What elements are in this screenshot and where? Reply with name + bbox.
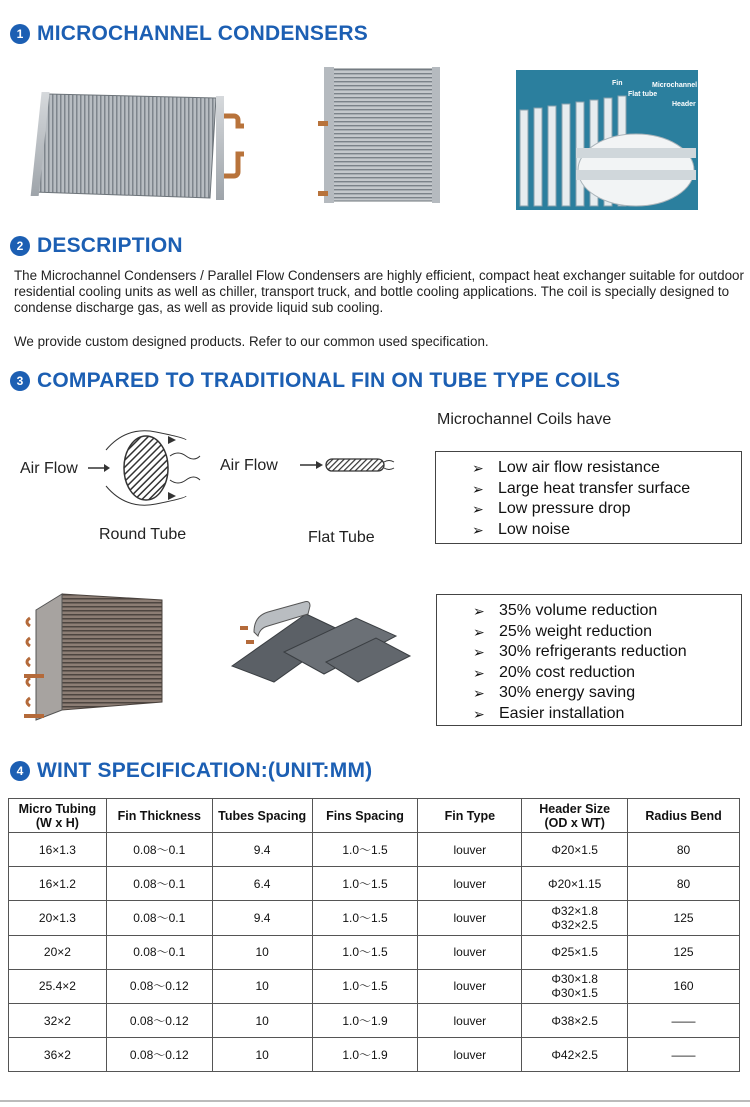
table-cell: louver (418, 1003, 522, 1037)
table-cell: 1.0～1.5 (312, 935, 418, 969)
table-header-cell: Radius Bend (628, 799, 740, 833)
table-cell: 1.0～1.9 (312, 1038, 418, 1072)
microchannel-cutaway-photo (516, 70, 698, 210)
table-cell: 1.0～1.5 (312, 833, 418, 867)
table-cell: 125 (628, 935, 740, 969)
table-cell: 0.08～0.1 (106, 901, 212, 935)
list-item: ➢ Large heat transfer surface (472, 479, 741, 500)
table-cell: 0.08～0.12 (106, 1003, 212, 1037)
list-item: ➢ 20% cost reduction (473, 663, 741, 684)
arrow-bullet-icon: ➢ (473, 685, 485, 701)
table-cell: 0.08～0.12 (106, 969, 212, 1003)
section-title: DESCRIPTION (37, 234, 183, 257)
table-cell: 0.08～0.1 (106, 833, 212, 867)
table-row (9, 901, 740, 935)
table-cell: Φ32×1.8 Φ32×2.5 (522, 901, 628, 935)
list-item: ➢ 35% volume reduction (473, 601, 741, 622)
table-cell: —— (628, 1038, 740, 1072)
microchannel-coils-have-label: Microchannel Coils have (437, 411, 612, 428)
air-flow-label-round: Air Flow (20, 460, 78, 477)
table-cell: louver (418, 833, 522, 867)
table-cell: 0.08～0.1 (106, 935, 212, 969)
section-2-heading (10, 234, 183, 258)
section-number-badge: 3 (10, 371, 30, 391)
table-header-cell: Fins Spacing (312, 799, 418, 833)
list-item: ➢ 30% refrigerants reduction (473, 642, 741, 663)
table-header-cell: Fin Thickness (106, 799, 212, 833)
table-cell: 10 (212, 969, 312, 1003)
table-cell: Φ30×1.8 Φ30×1.5 (522, 969, 628, 1003)
table-cell: —— (628, 1003, 740, 1037)
section-1-heading (10, 22, 368, 46)
table-cell: 9.4 (212, 833, 312, 867)
label-flat-tube: Flat tube (628, 91, 658, 98)
list-item: ➢ Low air flow resistance (472, 458, 741, 479)
table-row (9, 1038, 740, 1072)
table-cell: 160 (628, 969, 740, 1003)
table-row (9, 1003, 740, 1037)
arrow-bullet-icon: ➢ (473, 705, 485, 722)
table-header-row (9, 799, 740, 833)
benefits-box (436, 594, 742, 726)
table-cell: 20×1.3 (9, 901, 107, 935)
bottom-divider (0, 1100, 750, 1102)
section-3-heading (10, 369, 620, 393)
table-cell: Φ25×1.5 (522, 935, 628, 969)
label-microchannel: Microchannel (652, 82, 698, 89)
list-item: ➢ 25% weight reduction (473, 622, 741, 643)
round-tube-diagram (86, 420, 206, 516)
table-row (9, 833, 740, 867)
flat-tube-label: Flat Tube (308, 529, 375, 546)
table-cell: 10 (212, 1038, 312, 1072)
description-paragraph-1: The Microchannel Condensers / Parallel Flow Condensers are highly efficient, compact heat exchanger suitable for outdoor residential cooling units as well as chiller, transport truck, and bottle cooling applications. The coil is specially designed to condense discharge gas, as well as provide liquid sub cooling. (14, 268, 744, 315)
table-cell: louver (418, 901, 522, 935)
table-cell: 16×1.2 (9, 867, 107, 901)
table-cell: 1.0～1.5 (312, 867, 418, 901)
arrow-bullet-icon: ➢ (473, 664, 485, 681)
table-cell: 10 (212, 1003, 312, 1037)
table-header-cell: Micro Tubing (W x H) (9, 799, 107, 833)
table-cell: 10 (212, 935, 312, 969)
table-cell: 36×2 (9, 1038, 107, 1072)
table-cell: 25.4×2 (9, 969, 107, 1003)
table-cell: louver (418, 1038, 522, 1072)
table-header-cell: Tubes Spacing (212, 799, 312, 833)
label-fin: Fin (612, 80, 623, 87)
arrow-bullet-icon: ➢ (472, 501, 484, 517)
section-number-badge: 4 (10, 761, 30, 781)
table-cell: 32×2 (9, 1003, 107, 1037)
table-cell: 1.0～1.5 (312, 969, 418, 1003)
table-cell: 1.0～1.9 (312, 1003, 418, 1037)
arrow-bullet-icon: ➢ (473, 623, 485, 640)
table-cell: Φ20×1.5 (522, 833, 628, 867)
fin-tube-coil-photo (22, 590, 166, 726)
round-tube-label: Round Tube (99, 526, 187, 543)
condenser-photo-2 (316, 65, 444, 205)
table-cell: 16×1.3 (9, 833, 107, 867)
table-cell: Φ20×1.15 (522, 867, 628, 901)
section-number-badge: 2 (10, 236, 30, 256)
list-item: ➢ Low pressure drop (472, 499, 741, 520)
table-cell: 125 (628, 901, 740, 935)
table-cell: louver (418, 935, 522, 969)
table-cell: louver (418, 867, 522, 901)
table-row (9, 935, 740, 969)
table-cell: 0.08～0.1 (106, 867, 212, 901)
table-header-cell: Header Size (OD x WT) (522, 799, 628, 833)
arrow-bullet-icon: ➢ (473, 644, 485, 660)
condenser-photo-1 (20, 88, 250, 206)
table-cell: 9.4 (212, 901, 312, 935)
table-body (9, 833, 740, 1072)
table-row (9, 969, 740, 1003)
table-cell: Φ38×2.5 (522, 1003, 628, 1037)
section-4-heading (10, 759, 372, 783)
specification-table (8, 798, 740, 1072)
table-cell: 20×2 (9, 935, 107, 969)
list-item: ➢ Low noise (472, 520, 741, 541)
features-box (435, 451, 742, 544)
table-cell: 80 (628, 833, 740, 867)
arrow-bullet-icon: ➢ (473, 603, 485, 619)
section-title: COMPARED TO TRADITIONAL FIN ON TUBE TYPE COILS (37, 369, 621, 392)
label-header: Header (672, 101, 696, 108)
air-flow-label-flat: Air Flow (220, 457, 278, 474)
table-header-cell: Fin Type (418, 799, 522, 833)
description-paragraph-2: We provide custom designed products. Refer to our common used specification. (14, 334, 489, 349)
section-number-badge: 1 (10, 24, 30, 44)
table-cell: louver (418, 969, 522, 1003)
arrow-bullet-icon: ➢ (472, 521, 484, 538)
section-title: WINT SPECIFICATION:(UNIT:MM) (37, 759, 373, 782)
table-cell: 6.4 (212, 867, 312, 901)
arrow-bullet-icon: ➢ (472, 460, 484, 476)
table-cell: 1.0～1.5 (312, 901, 418, 935)
table-cell: Φ42×2.5 (522, 1038, 628, 1072)
microchannel-plates-photo (226, 592, 412, 688)
list-item: ➢ Easier installation (473, 704, 741, 725)
table-row (9, 867, 740, 901)
arrow-bullet-icon: ➢ (472, 480, 484, 497)
table-cell: 0.08～0.12 (106, 1038, 212, 1072)
flat-tube-diagram (296, 450, 400, 480)
table-cell: 80 (628, 867, 740, 901)
list-item: ➢ 30% energy saving (473, 683, 741, 704)
section-title: MICROCHANNEL CONDENSERS (37, 22, 368, 45)
